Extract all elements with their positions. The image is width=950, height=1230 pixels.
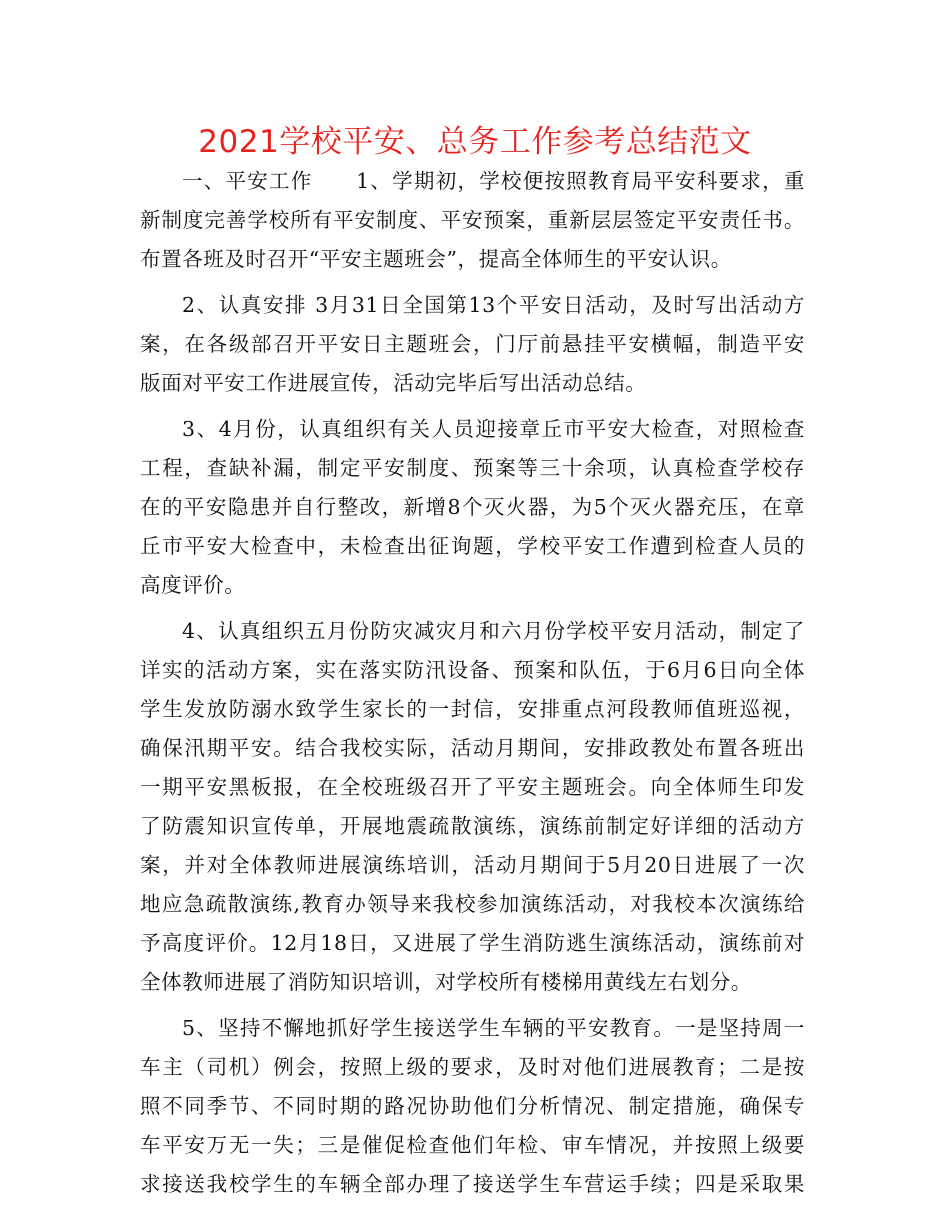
text-line: 案，在各级部召开平安日主题班会，门厅前悬挂平安横幅，制造平安 [140,332,805,356]
text-line: 车主（司机）例会，按照上级的要求，及时对他们进展教育；二是按 [140,1055,805,1079]
text-line: 学生发放防溺水致学生家长的一封信，安排重点河段教师值班巡视， [140,697,805,721]
text-line: 丘市平安大检查中，未检查出征询题，学校平安工作遭到检查人员的 [140,534,805,558]
paragraph-5 [140,1009,805,1204]
text-line: 详实的活动方案，实在落实防汛设备、预案和队伍，于6月6日向全体 [140,658,805,682]
text-line: 了防震知识宣传单，开展地震疏散演练，演练前制定好详细的活动方 [140,814,805,838]
text-line: 全体教师进展了消防知识培训，对学校所有楼梯用黄线左右划分。 [140,970,752,994]
text-line: 照不同季节、不同时期的路况协助他们分析情况、制定措施，确保专 [140,1094,805,1118]
text-line: 5、坚持不懈地抓好学生接送学生车辆的平安教育。一是坚持周一 [182,1016,805,1040]
text-line: 确保汛期平安。结合我校实际，活动月期间，安排政教处布置各班出 [140,736,805,760]
text-line: 予高度评价。12月18日，又进展了学生消防逃生演练活动，演练前对 [140,931,805,955]
text-line: 新制度完善学校所有平安制度、平安预案，重新层层签定平安责任书。 [140,208,805,232]
paragraph-4 [140,612,805,1002]
text-line: 求接送我校学生的车辆全部办理了接送学生车营运手续；四是采取果 [140,1172,805,1196]
text-line: 车平安万无一失；三是催促检查他们年检、审车情况，并按照上级要 [140,1133,805,1157]
text-line: 3、4月份，认真组织有关人员迎接章丘市平安大检查，对照检查 [182,417,805,441]
text-line: 案，并对全体教师进展演练培训，活动月期间于5月20日进展了一次 [140,853,805,877]
text-line: 4、认真组织五月份防灾减灾月和六月份学校平安月活动，制定了 [182,619,805,643]
paragraph-1 [140,162,805,279]
text-line: 工程，查缺补漏，制定平安制度、预案等三十余项，认真检查学校存 [140,456,805,480]
document-title: 2021学校平安、总务工作参考总结范文 [198,124,752,160]
text-line: 版面对平安工作进展宣传，活动完毕后写出活动总结。 [140,371,647,395]
text-line: 高度评价。 [140,573,246,597]
text-line: 一期平安黑板报，在全校班级召开了平安主题班会。向全体师生印发 [140,775,805,799]
text-line: 在的平安隐患并自行整改，新增8个灭火器，为5个灭火器充压，在章 [140,495,805,519]
paragraph-3 [140,410,805,605]
text-line: 一、平安工作 1、学期初，学校便按照教育局平安科要求，重 [182,169,805,193]
text-line: 2、认真安排 3月31日全国第13个平安日活动，及时写出活动方 [182,293,805,317]
text-line: 布置各班及时召开“平安主题班会”，提高全体师生的平安认识。 [140,247,732,271]
paragraph-2 [140,286,805,403]
text-line: 地应急疏散演练,教育办领导来我校参加演练活动，对我校本次演练给 [140,892,805,916]
document-body [140,162,805,1211]
